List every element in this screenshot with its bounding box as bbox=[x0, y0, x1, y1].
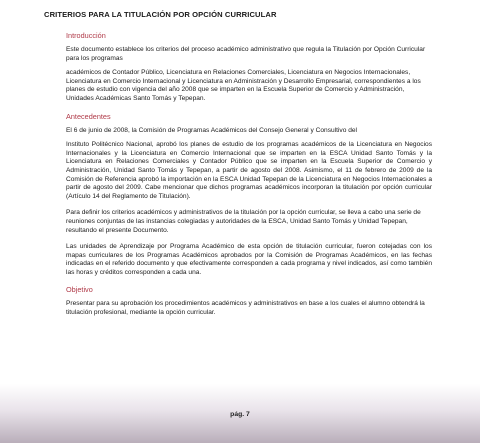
heading-antecedentes: Antecedentes bbox=[66, 111, 111, 121]
heading-objetivo: Objetivo bbox=[66, 285, 93, 295]
paragraph-antecedentes-1: El 6 de junio de 2008, la Comisión de Programas Académicos del Consejo General y Consultivo del bbox=[66, 126, 358, 134]
paragraph-antecedentes-3: Para definir los criterios académicos y administrativos de la titulación por la opción curricular, se lleva a cabo una serie de reuniones conjuntas de las instancias colegiadas y autoridades de la ESCA, Unidad Santo Tomás y Unidad Tepepan, resultando el presente Documento. bbox=[66, 209, 421, 234]
paragraph-intro-1: Este documento establece los criterios del proceso académico administrativo que regula la Titulación por Opción Curricular para los programas bbox=[66, 46, 426, 62]
page-number: pág. 7 bbox=[230, 411, 250, 418]
heading-introduccion: Introducción bbox=[66, 31, 106, 40]
paragraph-antecedentes-2: Instituto Politécnico Nacional, aprobó los planes de estudio de los programas académicos de la Licenciatura en Negocios Internacionales y la Licenciatura en Comercio Internacional que se imparten en la ESCA Unidad Santo Tomás y la Licenciatura en Relaciones Comerciales y Contador Público que se imparten en la Escuela Superior de Comercio y Administración, Unidad Santo Tomás y Tepepan, a partir de agosto del 2008. Asimismo, el 11 de febrero de 2009 de la Comisión de Referencia aprobó la importación en la ESCA Unidad Tepepan de la Licenciatura en Negocios Internacionales a partir de agosto del 2009. Cabe mencionar que dichos programas académicos incorporan la titulación por opción curricular (Artículo 14 del Reglamento de Titulación). bbox=[66, 141, 432, 200]
document-body bbox=[66, 31, 432, 326]
paragraph-intro-2: académicos de Contador Público, Licenciatura en Relaciones Comerciales, Licenciatura en Negocios Internacionales, Licenciatura en Comercio Internacional y Licenciatura en Administración y Desarrollo Empresarial, correspondientes a los planes de estudio con vigencia del año 2008 que se imparten en la Escuela Superior de Comercio y Administración, Unidades Académicas Santo Tomás y Tepepan. bbox=[66, 69, 421, 102]
paragraph-antecedentes-4: Las unidades de Aprendizaje por Programa Académico de esta opción de titulación curricular, fueron cotejadas con los mapas curriculares de los Programas Académicos aprobados por la Comisión de Programas Académicos, en las fechas indicadas en el referido documento y que efectivamente corresponden a cada programa y nivel indicados, así como también las horas y créditos corresponden a cada una. bbox=[66, 243, 432, 276]
page-title: CRITERIOS PARA LA TITULACIÓN POR OPCIÓN CURRICULAR bbox=[44, 10, 277, 19]
paragraph-objetivo-1: Presentar para su aprobación los procedimientos académicos y administrativos en base a los cuales el alumno obtendrá la titulación profesional, mediante la opción curricular. bbox=[66, 300, 425, 317]
